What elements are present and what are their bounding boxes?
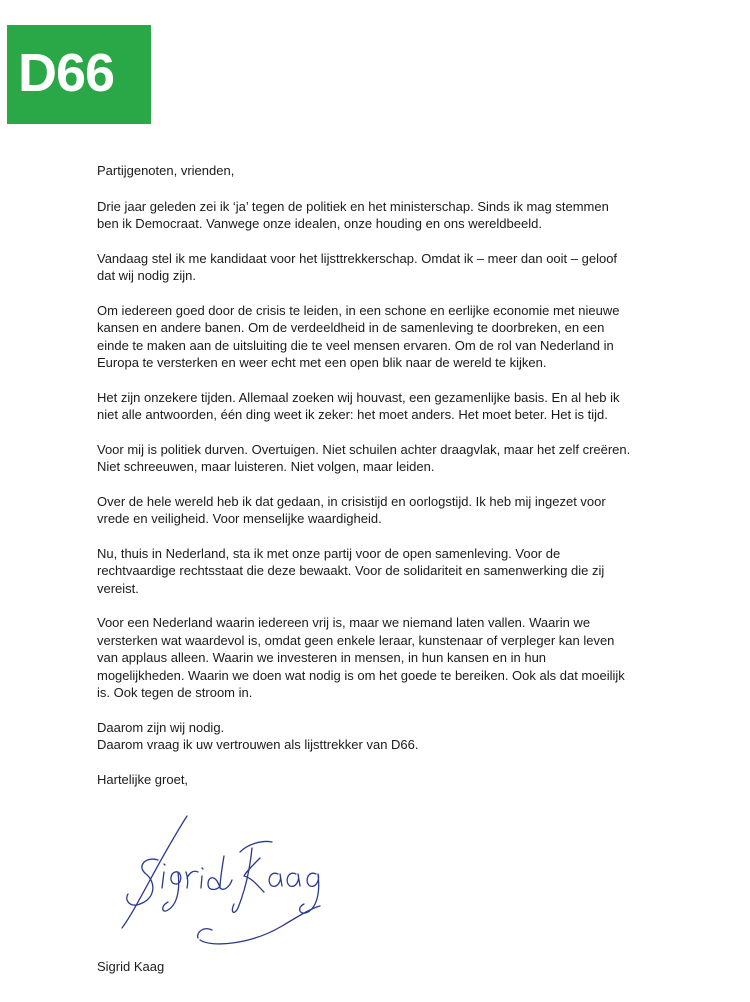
closing: Hartelijke groet, [97, 771, 189, 787]
paragraph-line: kansen en andere banen. Om de verdeeldheid in de samenleving te doorbreken, en een [97, 320, 605, 335]
paragraph-line: Het zijn onzekere tijden. Allemaal zoeken wij houvast, een gezamenlijke basis. En al heb ik [97, 389, 620, 405]
letter-paragraph [97, 198, 697, 233]
salutation: Partijgenoten, vrienden, [97, 163, 235, 178]
paragraph-line: rechtvaardige rechtsstaat die deze bewaakt. Voor de solidariteit en samenwerking die zij [97, 563, 605, 578]
d66-logo [7, 25, 151, 124]
logo-text: D66 [18, 43, 115, 103]
paragraph-line: ben ik Democraat. Vanwege onze idealen, onze houding en ons wereldbeeld. [97, 216, 542, 231]
paragraph-line: vrede en veiligheid. Voor menselijke waardigheid. [97, 511, 382, 526]
paragraph-line: Daarom zijn wij nodig. [97, 719, 225, 735]
paragraph-line: dat wij nodig zijn. [97, 268, 196, 283]
paragraph-line: Vandaag stel ik me kandidaat voor het lijsttrekkerschap. Omdat ik – meer dan ooit – geloof [97, 250, 618, 266]
letter-paragraph [97, 441, 697, 476]
letter-paragraph [97, 250, 697, 285]
letter-paragraph [97, 302, 697, 372]
letter-paragraph [97, 614, 697, 702]
paragraph-line: van applaus alleen. Waarin we investeren in mensen, in hun kansen en in hun [97, 650, 547, 665]
paragraph-line: Drie jaar geleden zei ik ‘ja’ tegen de politiek en het ministerschap. Sinds ik mag stemmen [97, 198, 609, 214]
letter-body [97, 162, 697, 805]
letter-paragraph [97, 389, 697, 424]
paragraph-line: vereist. [97, 580, 139, 596]
letter-paragraphs [97, 198, 697, 754]
paragraph-line: mogelijkheden. Waarin we doen wat nodig is om het goede te bereiken. Ook als dat moeilijk [97, 667, 625, 683]
paragraph-line: Europa te versterken en weer echt met een open blik naar de wereld te kijken. [97, 355, 547, 370]
paragraph-line: versterken wat waardevol is, omdat geen enkele leraar, kunstenaar of verpleger kan leven [97, 632, 615, 648]
letter-paragraph [97, 493, 697, 528]
paragraph-line: Nu, thuis in Nederland, sta ik met onze partij voor de open samenleving. Voor de [97, 545, 561, 561]
signer-name: Sigrid Kaag [97, 959, 165, 974]
paragraph-line: Voor een Nederland waarin iedereen vrij is, maar we niemand laten vallen. Waarin we [97, 615, 591, 630]
handwritten-signature [112, 808, 352, 958]
paragraph-line: Daarom vraag ik uw vertrouwen als lijsttrekker van D66. [97, 737, 419, 752]
paragraph-line: Voor mij is politiek durven. Overtuigen. Niet schuilen achter draagvlak, maar het zelf creëren. [97, 441, 631, 457]
paragraph-line: niet alle antwoorden, één ding weet ik zeker: het moet anders. Het moet beter. Het is tijd. [97, 407, 608, 422]
paragraph-line: einde te maken aan de uitsluiting die te veel mensen ervaren. Om de rol van Nederland in [97, 337, 614, 353]
paragraph-line: Over de hele wereld heb ik dat gedaan, in crisistijd en oorlogstijd. Ik heb mij ingezet voor [97, 493, 606, 509]
paragraph-line: Om iedereen goed door de crisis te leiden, in een schone en eerlijke economie met nieuwe [97, 302, 620, 318]
letter-paragraph [97, 545, 697, 598]
letter-paragraph [97, 719, 697, 754]
paragraph-line: Niet schreeuwen, maar luisteren. Niet volgen, maar leiden. [97, 459, 435, 474]
paragraph-line: is. Ook tegen de stroom in. [97, 685, 253, 700]
